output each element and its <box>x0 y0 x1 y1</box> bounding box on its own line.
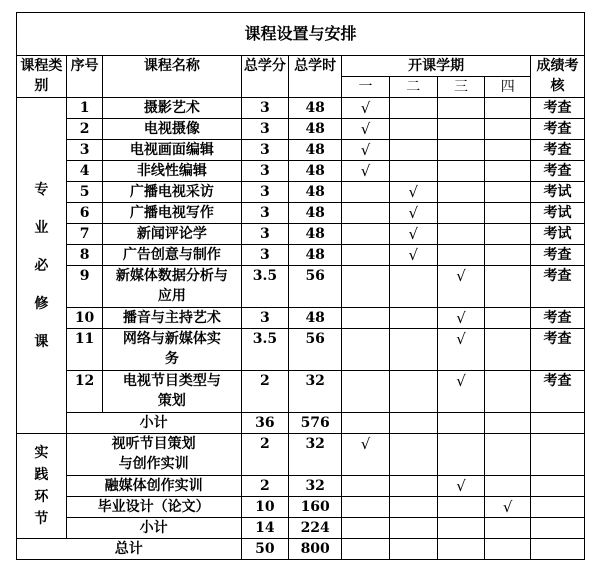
check-mark-icon: √ <box>360 99 371 117</box>
header-semester-group: 开课学期 <box>342 56 531 77</box>
credits-cell: 2 <box>241 476 289 497</box>
subtotal-label: 小计 <box>66 518 241 539</box>
header-category: 课程类别 <box>17 56 67 98</box>
seq-cell: 5 <box>66 182 103 203</box>
semester-cell <box>389 308 437 329</box>
credits-cell: 3 <box>241 203 289 224</box>
category-label: 实 践 环 节 <box>34 445 49 527</box>
semester-cell <box>485 329 531 371</box>
semester-cell <box>437 140 485 161</box>
semester-cell <box>342 497 390 518</box>
check-mark-icon: √ <box>408 225 418 243</box>
course-name-cell: 视听节目策划与创作实训 <box>66 434 241 476</box>
semester-cell <box>485 140 531 161</box>
credits-cell: 3.5 <box>241 329 289 371</box>
semester-cell <box>389 203 437 224</box>
course-name-cell: 新闻评论学 <box>103 224 241 245</box>
check-mark-icon: √ <box>456 372 466 390</box>
assessment-cell: 考查 <box>531 329 585 371</box>
seq-cell: 3 <box>66 140 103 161</box>
course-table <box>16 12 585 560</box>
check-mark-icon: √ <box>408 183 418 201</box>
course-name-cell: 电视节目类型与策划 <box>103 371 241 413</box>
semester-cell <box>342 329 390 371</box>
assessment-cell: 考试 <box>531 203 585 224</box>
semester-cell <box>389 329 437 371</box>
hours-cell: 32 <box>289 476 342 497</box>
total-label: 总计 <box>17 539 242 560</box>
semester-cell <box>437 161 485 182</box>
semester-cell <box>342 224 390 245</box>
table-row <box>17 476 585 497</box>
check-mark-icon: √ <box>408 204 418 222</box>
seq-cell: 2 <box>66 119 103 140</box>
seq-cell: 9 <box>66 266 103 308</box>
semester-cell <box>437 434 485 476</box>
table-row <box>17 161 585 182</box>
table-row <box>17 371 585 413</box>
hours-cell: 48 <box>289 224 342 245</box>
course-name-cell: 播音与主持艺术 <box>103 308 241 329</box>
hours-cell: 48 <box>289 119 342 140</box>
header-hours: 总学时 <box>289 56 342 98</box>
semester-cell <box>437 119 485 140</box>
subtotal-row <box>17 413 585 434</box>
semester-cell <box>389 161 437 182</box>
table-row <box>17 140 585 161</box>
course-arrangement-sheet <box>16 12 585 560</box>
assessment-cell: 考查 <box>531 308 585 329</box>
check-mark-icon: √ <box>408 246 418 264</box>
assessment-cell: 考查 <box>531 98 585 119</box>
check-mark-icon: √ <box>360 141 371 159</box>
table-row <box>17 98 585 119</box>
semester-cell <box>389 140 437 161</box>
course-name-cell: 新媒体数据分析与应用 <box>103 266 241 308</box>
credits-cell: 3 <box>241 161 289 182</box>
assessment-cell: 考查 <box>531 266 585 308</box>
table-title: 课程设置与安排 <box>17 13 585 56</box>
table-row <box>17 434 585 476</box>
course-name-cell: 电视画面编辑 <box>103 140 241 161</box>
course-name-cell: 非线性编辑 <box>103 161 241 182</box>
semester-cell <box>342 182 390 203</box>
header-semester-4: 四 <box>485 77 531 98</box>
assessment-cell: 考查 <box>531 245 585 266</box>
assessment-cell <box>531 476 585 497</box>
assessment-cell: 考试 <box>531 224 585 245</box>
check-mark-icon: √ <box>360 435 371 453</box>
subtotal-credits: 36 <box>241 413 289 434</box>
category-cell-major-required <box>17 98 67 434</box>
course-name-cell: 融媒体创作实训 <box>66 476 241 497</box>
seq-cell: 11 <box>66 329 103 371</box>
hours-cell: 32 <box>289 434 342 476</box>
course-name-cell: 广播电视采访 <box>103 182 241 203</box>
semester-cell <box>342 203 390 224</box>
total-hours: 800 <box>289 539 342 560</box>
credits-cell: 3 <box>241 308 289 329</box>
semester-cell <box>437 497 485 518</box>
semester-cell <box>342 245 390 266</box>
hours-cell: 56 <box>289 329 342 371</box>
seq-cell: 6 <box>66 203 103 224</box>
semester-cell <box>389 371 437 413</box>
semester-cell <box>485 203 531 224</box>
seq-cell: 4 <box>66 161 103 182</box>
header-seq: 序号 <box>66 56 103 98</box>
total-credits: 50 <box>241 539 289 560</box>
subtotal-credits: 14 <box>241 518 289 539</box>
subtotal-hours: 224 <box>289 518 342 539</box>
credits-cell: 3 <box>241 224 289 245</box>
course-name-cell: 网络与新媒体实务 <box>103 329 241 371</box>
credits-cell: 3 <box>241 140 289 161</box>
semester-cell <box>485 98 531 119</box>
semester-cell <box>342 308 390 329</box>
assessment-cell <box>531 434 585 476</box>
table-row <box>17 329 585 371</box>
check-mark-icon: √ <box>456 330 466 348</box>
semester-cell <box>389 266 437 308</box>
credits-cell: 2 <box>241 371 289 413</box>
semester-cell <box>485 245 531 266</box>
semester-cell <box>342 161 390 182</box>
semester-cell <box>485 476 531 497</box>
semester-cell <box>437 371 485 413</box>
header-credits: 总学分 <box>241 56 289 98</box>
semester-cell <box>389 224 437 245</box>
credits-cell: 3 <box>241 98 289 119</box>
semester-cell <box>389 476 437 497</box>
credits-cell: 3 <box>241 182 289 203</box>
semester-cell <box>485 371 531 413</box>
table-row <box>17 497 585 518</box>
credits-cell: 3.5 <box>241 266 289 308</box>
total-row <box>17 539 585 560</box>
subtotal-hours: 576 <box>289 413 342 434</box>
semester-cell <box>437 224 485 245</box>
semester-cell <box>389 119 437 140</box>
assessment-cell: 考查 <box>531 371 585 413</box>
credits-cell: 2 <box>241 434 289 476</box>
semester-cell <box>437 203 485 224</box>
hours-cell: 48 <box>289 308 342 329</box>
category-cell-practice <box>17 434 67 539</box>
check-mark-icon: √ <box>456 309 466 327</box>
semester-cell <box>437 98 485 119</box>
semester-cell <box>389 245 437 266</box>
header-semester-3: 三 <box>437 77 485 98</box>
semester-cell <box>485 308 531 329</box>
credits-cell: 10 <box>241 497 289 518</box>
assessment-cell: 考试 <box>531 182 585 203</box>
semester-cell <box>389 182 437 203</box>
seq-cell: 10 <box>66 308 103 329</box>
check-mark-icon: √ <box>456 267 466 285</box>
table-row <box>17 224 585 245</box>
subtotal-row <box>17 518 585 539</box>
check-mark-icon: √ <box>456 477 466 495</box>
semester-cell <box>485 161 531 182</box>
check-mark-icon: √ <box>360 120 371 138</box>
header-course-name: 课程名称 <box>103 56 241 98</box>
check-mark-icon: √ <box>502 498 513 516</box>
table-row <box>17 266 585 308</box>
hours-cell: 48 <box>289 245 342 266</box>
assessment-cell <box>531 497 585 518</box>
course-name-cell: 广播电视写作 <box>103 203 241 224</box>
seq-cell: 8 <box>66 245 103 266</box>
seq-cell: 12 <box>66 371 103 413</box>
table-row <box>17 308 585 329</box>
course-name-cell: 广告创意与制作 <box>103 245 241 266</box>
hours-cell: 48 <box>289 161 342 182</box>
semester-cell <box>485 182 531 203</box>
credits-cell: 3 <box>241 245 289 266</box>
semester-cell <box>389 434 437 476</box>
table-row <box>17 182 585 203</box>
seq-cell: 7 <box>66 224 103 245</box>
header-semester-2: 二 <box>389 77 437 98</box>
semester-cell <box>342 371 390 413</box>
semester-cell <box>437 245 485 266</box>
semester-cell <box>485 497 531 518</box>
subtotal-label: 小计 <box>66 413 241 434</box>
table-row <box>17 119 585 140</box>
semester-cell <box>437 476 485 497</box>
semester-cell <box>342 434 390 476</box>
semester-cell <box>342 98 390 119</box>
check-mark-icon: √ <box>360 162 371 180</box>
semester-cell <box>437 329 485 371</box>
table-row <box>17 203 585 224</box>
hours-cell: 32 <box>289 371 342 413</box>
assessment-cell: 考查 <box>531 119 585 140</box>
semester-cell <box>485 224 531 245</box>
course-name-cell: 摄影艺术 <box>103 98 241 119</box>
semester-cell <box>342 266 390 308</box>
table-row <box>17 245 585 266</box>
semester-cell <box>437 308 485 329</box>
course-name-cell: 毕业设计（论文） <box>66 497 241 518</box>
hours-cell: 56 <box>289 266 342 308</box>
semester-cell <box>485 434 531 476</box>
hours-cell: 48 <box>289 182 342 203</box>
hours-cell: 48 <box>289 140 342 161</box>
hours-cell: 48 <box>289 98 342 119</box>
semester-cell <box>389 497 437 518</box>
course-name-cell: 电视摄像 <box>103 119 241 140</box>
semester-cell <box>342 140 390 161</box>
semester-cell <box>342 476 390 497</box>
category-label: 专 业 必 修 课 <box>34 181 49 350</box>
semester-cell <box>342 119 390 140</box>
semester-cell <box>389 98 437 119</box>
hours-cell: 48 <box>289 203 342 224</box>
assessment-cell: 考查 <box>531 161 585 182</box>
header-semester-1: 一 <box>342 77 390 98</box>
semester-cell <box>437 266 485 308</box>
semester-cell <box>485 119 531 140</box>
hours-cell: 160 <box>289 497 342 518</box>
header-assessment: 成绩考核 <box>531 56 585 98</box>
semester-cell <box>437 182 485 203</box>
seq-cell: 1 <box>66 98 103 119</box>
credits-cell: 3 <box>241 119 289 140</box>
semester-cell <box>485 266 531 308</box>
assessment-cell: 考查 <box>531 140 585 161</box>
